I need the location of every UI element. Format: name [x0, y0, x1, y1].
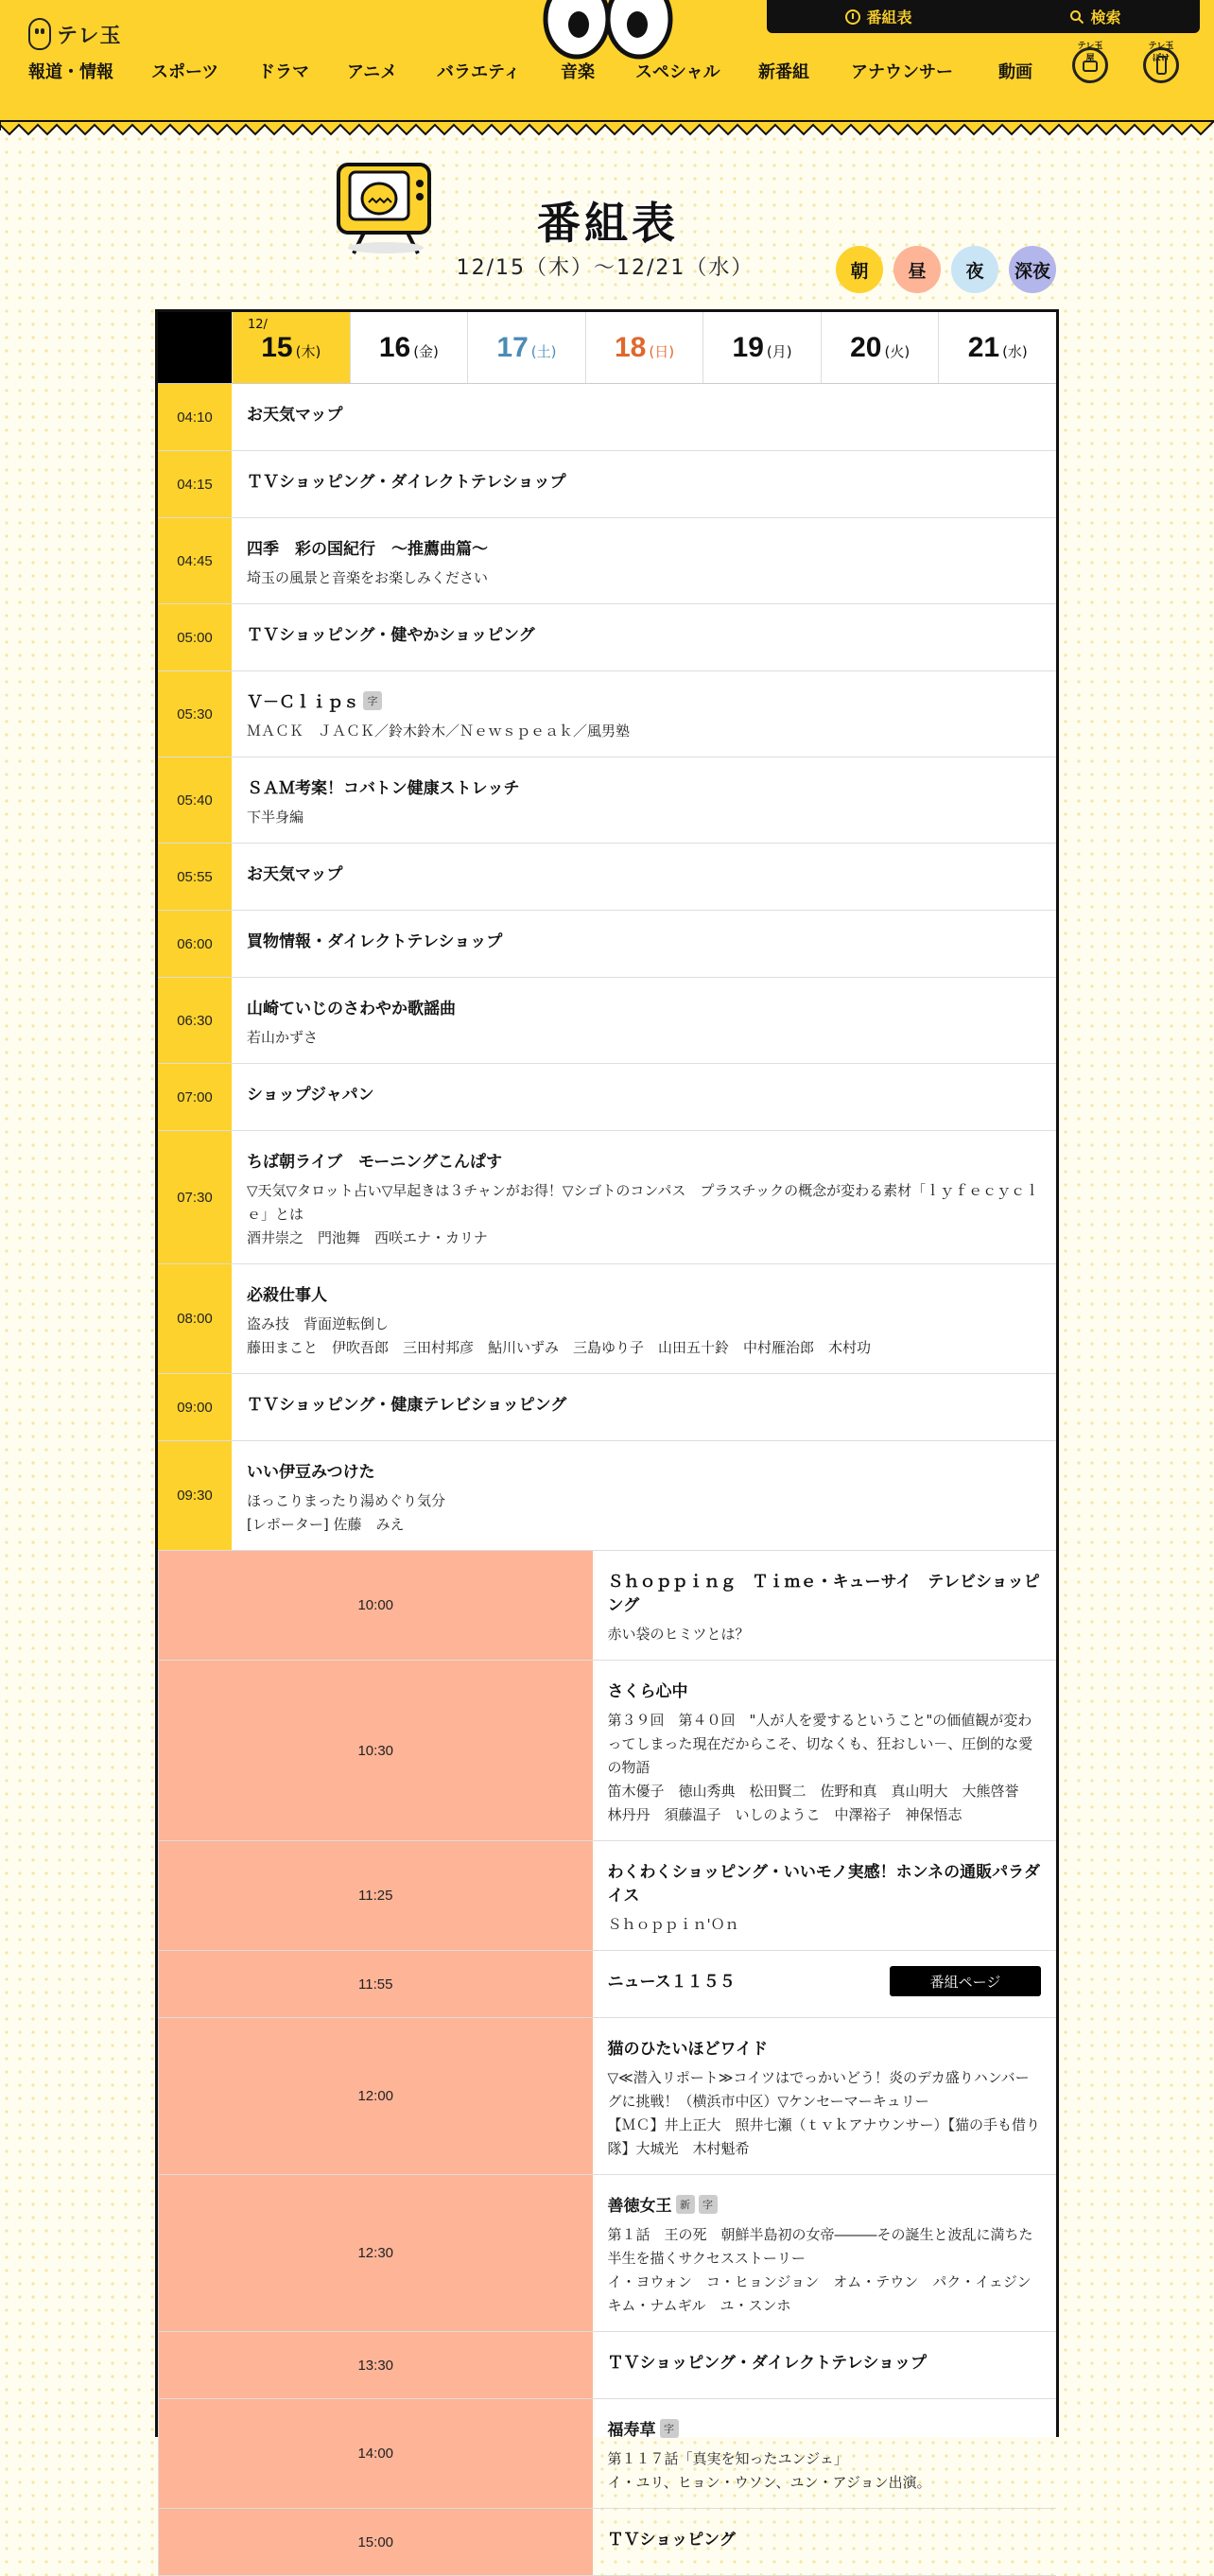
program-row[interactable]: [158, 1064, 1056, 1131]
program-title[interactable]: [608, 2416, 1042, 2440]
program-title[interactable]: [247, 1458, 1041, 1482]
program-info: [232, 671, 1056, 757]
program-time: 05:30: [158, 671, 232, 757]
mascot-icon: [28, 18, 51, 50]
program-info: [232, 844, 1056, 910]
tv-mascot-icon: [333, 159, 439, 255]
program-badge: 字: [660, 2419, 679, 2438]
program-time: 04:10: [158, 384, 232, 450]
program-info: [232, 1064, 1056, 1130]
program-info: [232, 911, 1056, 977]
program-title[interactable]: [247, 1148, 1041, 1172]
program-title-text: さくら心中: [607, 1682, 688, 1701]
clock-icon: [845, 9, 860, 25]
day-number: 17: [496, 331, 529, 363]
day-tab-20[interactable]: [821, 312, 939, 383]
day-weekday: (木): [295, 343, 321, 360]
nav-news[interactable]: 報道・情報: [28, 62, 113, 82]
program-time: 11:55: [158, 1951, 593, 2017]
program-info: [593, 2509, 1057, 2575]
program-description: ▽天気▽タロット占い▽早起きは３チャンがお得！▽シゴトのコンパス プラスチックの概念が変わる素材「ｌｙｆｅｃｙｃｌｅ」とは: [247, 1182, 1040, 1223]
program-description: 第１１７話「真実を知ったユンジェ」: [607, 2450, 848, 2467]
program-row[interactable]: [158, 1551, 1056, 1661]
slot-late-night-button[interactable]: 深夜: [1009, 246, 1056, 293]
program-page-button[interactable]: 番組ページ: [890, 1966, 1041, 1996]
nav-variety[interactable]: バラエティ: [437, 62, 521, 82]
program-time: 04:15: [158, 451, 232, 517]
program-row[interactable]: [158, 1374, 1056, 1441]
day-number: 16: [378, 331, 411, 363]
day-tab-21[interactable]: [938, 312, 1056, 383]
program-time: 09:00: [158, 1374, 232, 1440]
program-description: 若山かずさ: [247, 1029, 319, 1046]
program-info: [232, 978, 1056, 1063]
program-row[interactable]: [158, 911, 1056, 978]
program-description: 下半身編: [247, 809, 304, 826]
program-time: 07:00: [158, 1064, 232, 1130]
program-description: 酒井崇之 門池舞 西咲エナ・カリナ: [247, 1229, 488, 1246]
date-range: 12/15（木）〜12/21（水）: [456, 256, 754, 280]
program-title-text: 必殺仕事人: [247, 1286, 327, 1305]
day-number: 18: [614, 331, 647, 363]
program-time: 05:55: [158, 844, 232, 910]
program-row[interactable]: [158, 757, 1056, 844]
program-description: ＭＡＣＫ ＪＡＣＫ／鈴木鈴木／Ｎｅｗｓｐｅａｋ／風男塾: [247, 722, 631, 740]
program-info: [232, 604, 1056, 670]
program-info: [593, 2175, 1057, 2331]
day-weekday: (金): [413, 343, 439, 360]
program-title-text: 福寿草: [607, 2421, 656, 2440]
program-description: ほっこりまったり湯めぐり気分: [247, 1492, 446, 1509]
day-weekday: (水): [1002, 343, 1028, 360]
header-zigzag-edge: [0, 121, 1214, 142]
program-badge: 字: [363, 691, 382, 710]
program-row[interactable]: [158, 1441, 1056, 1551]
program-title-text: ＳＡＭ考案！コバトン健康ストレッチ: [247, 779, 520, 798]
day-tab-18[interactable]: [585, 312, 703, 383]
program-title-text: 善徳女王: [607, 2197, 672, 2216]
nav-music[interactable]: 音楽: [561, 62, 595, 82]
day-tab-16[interactable]: [350, 312, 468, 383]
program-title[interactable]: [247, 535, 1041, 559]
program-title[interactable]: [608, 1858, 1042, 1906]
program-time: 15:00: [158, 2509, 593, 2575]
program-title[interactable]: [247, 621, 1041, 645]
site-header: [0, 0, 1214, 123]
program-time: 12:30: [158, 2175, 593, 2331]
day-tab-17[interactable]: [467, 312, 585, 383]
program-title[interactable]: [247, 928, 1041, 951]
program-title[interactable]: [608, 2192, 1042, 2216]
program-title-text: ＴＶショッピング・健康テレビショッピング: [247, 1396, 567, 1415]
program-title[interactable]: [608, 2349, 1042, 2373]
program-info: [232, 1264, 1056, 1373]
program-info: [593, 1841, 1057, 1950]
day-number: 15: [261, 331, 293, 363]
program-info: [232, 451, 1056, 517]
program-row[interactable]: [158, 518, 1056, 604]
program-title[interactable]: [247, 688, 1041, 712]
program-info: [593, 1551, 1057, 1660]
program-description: 第３９回 第４０回 "人が人を愛するということ"の価値観が変わってしまった現在だからこそ、切なくも、狂おしい－、圧倒的な愛の物語: [607, 1712, 1033, 1776]
program-time: 05:00: [158, 604, 232, 670]
slot-morning-button[interactable]: 朝: [836, 246, 883, 293]
program-description: 藤田まこと 伊吹吾郎 三田村邦彦 鮎川いずみ 三島ゆり子 山田五十鈴 中村雁治郎 木村功: [247, 1339, 872, 1356]
store-icon-label: テレ玉屋: [1077, 42, 1103, 63]
day-weekday: (月): [766, 343, 792, 360]
program-title-text: お天気マップ: [247, 865, 343, 884]
program-title-text: ちば朝ライブ モーニングこんぱす: [247, 1153, 502, 1172]
program-time: 08:00: [158, 1264, 232, 1373]
program-title-text: ニュース１１５５: [607, 1973, 736, 1992]
teletama-app-icon[interactable]: [1143, 42, 1179, 83]
program-info: [593, 1661, 1057, 1840]
program-title[interactable]: [247, 861, 1041, 884]
program-title[interactable]: [247, 1281, 1041, 1305]
topbar-schedule-label: 番組表: [866, 9, 912, 26]
program-row[interactable]: [158, 1841, 1056, 1951]
program-time: 10:30: [158, 1661, 593, 1840]
day-tab-19[interactable]: [702, 312, 821, 383]
day-weekday: (土): [530, 343, 557, 360]
program-title[interactable]: [247, 995, 1041, 1018]
program-row[interactable]: [158, 1264, 1056, 1374]
program-info: [593, 2018, 1057, 2174]
program-row[interactable]: [158, 2399, 1056, 2509]
program-title[interactable]: [608, 1568, 1042, 1615]
program-title-text: Ｓｈｏｐｐｉｎｇ Ｔｉｍｅ・キューサイ テレビショッピング: [607, 1573, 1040, 1615]
program-title[interactable]: [608, 1678, 1042, 1701]
program-title-text: ＴＶショッピング・ダイレクトテレショップ: [247, 473, 566, 492]
day-weekday: (火): [884, 343, 910, 360]
program-title-text: いい伊豆みつけた: [247, 1463, 375, 1482]
program-title-text: Ｖ－Ｃｌｉｐｓ: [247, 693, 359, 712]
program-description: イ・ヨウォン コ・ヒョンジョン オム・テウン パク・イェジン キム・ナムギル ユ・スンホ: [607, 2273, 1046, 2314]
nav-new-programs[interactable]: 新番組: [758, 62, 809, 82]
program-description: 第１話 王の死 朝鮮半島初の女帝―――その誕生と波乱に満ちた半生を描くサクセスストーリー: [607, 2226, 1033, 2267]
program-badge: 新: [676, 2195, 695, 2214]
program-title[interactable]: [608, 2035, 1042, 2059]
program-title-text: 猫のひたいほどワイド: [607, 2040, 768, 2059]
program-row[interactable]: [158, 2018, 1056, 2175]
program-schedule: [155, 309, 1059, 2550]
program-time: 11:25: [158, 1841, 593, 1950]
program-list: [158, 384, 1056, 2576]
program-info: [232, 1131, 1056, 1263]
program-time: 07:30: [158, 1131, 232, 1263]
program-info: [593, 1951, 1057, 2017]
program-info: [232, 384, 1056, 450]
topbar-schedule-link[interactable]: [845, 6, 911, 27]
program-row[interactable]: [158, 451, 1056, 518]
nav-videos[interactable]: 動画: [998, 62, 1032, 82]
program-info: [232, 757, 1056, 843]
schedule-corner: [158, 312, 232, 383]
program-time: 09:30: [158, 1441, 232, 1550]
program-row[interactable]: [158, 1951, 1056, 2018]
nav-sports[interactable]: スポーツ: [151, 62, 219, 82]
program-title-text: 山崎ていじのさわやか歌謡曲: [247, 1000, 456, 1018]
slot-daytime-button[interactable]: 昼: [893, 246, 941, 293]
program-description: [レポーター] 佐藤 みえ: [247, 1516, 405, 1533]
program-row[interactable]: [158, 671, 1056, 757]
day-month: 12/: [248, 318, 268, 332]
program-time: 06:30: [158, 978, 232, 1063]
program-title-text: ＴＶショッピング・ダイレクトテレショップ: [607, 2354, 928, 2373]
program-badge: 字: [699, 2195, 718, 2214]
nav-announcer[interactable]: アナウンサー: [851, 62, 953, 82]
program-description: 【ＭＣ】井上正大 照井七瀬（ｔｖｋアナウンサー）【猫の手も借り隊】大城光 木村魁希: [607, 2116, 1041, 2157]
logo-text: テレ玉: [57, 24, 122, 48]
program-info: [593, 2332, 1057, 2398]
program-description: Ｓｈｏｐｐｉｎ'Ｏｎ: [607, 1916, 739, 1933]
program-row[interactable]: [158, 2175, 1056, 2332]
program-row[interactable]: [158, 1661, 1056, 1841]
program-time: 10:00: [158, 1551, 593, 1660]
program-description: ▽≪潜入リポート≫コイツはでっかいどう！炎のデカ盛りハンバーグに挑戦！（横浜市中区）▽ケンセーマーキュリー: [607, 2069, 1030, 2110]
site-logo[interactable]: [28, 15, 122, 53]
nav-anime[interactable]: アニメ: [347, 62, 398, 82]
program-row[interactable]: [158, 1131, 1056, 1264]
program-info: [232, 1374, 1056, 1440]
program-title[interactable]: [247, 775, 1041, 798]
program-info: [593, 2399, 1057, 2508]
day-weekday: (日): [649, 343, 675, 360]
program-title-text: わくわくショッピング・いいモノ実感！ホンネの通販パラダイス: [607, 1863, 1040, 1906]
program-description: 埼玉の風景と音楽をお楽しみください: [247, 569, 489, 586]
day-tab-15[interactable]: [232, 312, 350, 383]
program-time: 14:00: [158, 2399, 593, 2508]
program-title[interactable]: [247, 401, 1041, 425]
program-title[interactable]: [247, 1391, 1041, 1415]
program-info: [232, 1441, 1056, 1550]
program-title[interactable]: [247, 1081, 1041, 1105]
program-row[interactable]: [158, 2332, 1056, 2399]
program-row[interactable]: [158, 844, 1056, 911]
topbar-search-label: 検索: [1090, 9, 1121, 26]
program-title-text: お天気マップ: [247, 406, 343, 425]
program-title-text: ショップジャパン: [247, 1086, 374, 1105]
program-row[interactable]: [158, 978, 1056, 1064]
program-description: 笛木優子 徳山秀典 松田賢二 佐野和真 真山明大 大熊啓誉 林丹丹 須藤温子 いしのようこ 中澤裕子 神保悟志: [607, 1783, 1033, 1823]
program-description: 赤い袋のヒミツとは？: [607, 1626, 750, 1643]
nav-special[interactable]: スペシャル: [635, 62, 720, 82]
app-icon-label: テレ玉ぽけ: [1148, 42, 1174, 63]
program-row[interactable]: [158, 384, 1056, 451]
day-tabs: [158, 312, 1056, 384]
program-row[interactable]: [158, 604, 1056, 671]
program-title[interactable]: [608, 2526, 1042, 2550]
program-info: [232, 518, 1056, 603]
page-title: 番組表: [537, 198, 679, 249]
program-description: イ・ユリ、ヒョン・ウソン、ユン・アジョン出演。: [607, 2474, 931, 2491]
program-time: 04:45: [158, 518, 232, 603]
program-time: 05:40: [158, 757, 232, 843]
program-title[interactable]: [247, 468, 1041, 492]
day-number: 20: [850, 331, 882, 363]
eyes-icon: [537, 0, 679, 61]
program-description: 盗み技 背面逆転倒し: [247, 1315, 390, 1332]
program-title-text: ＴＶショッピング・健やかショッピング: [247, 626, 535, 645]
teletama-store-icon[interactable]: [1072, 42, 1108, 83]
program-time: 06:00: [158, 911, 232, 977]
day-number: 21: [967, 331, 1000, 363]
day-number: 19: [732, 331, 764, 363]
program-time: 13:30: [158, 2332, 593, 2398]
topbar-search-link[interactable]: [1069, 6, 1120, 27]
search-icon: [1069, 9, 1084, 25]
program-time: 12:00: [158, 2018, 593, 2174]
program-row[interactable]: [158, 2509, 1056, 2576]
slot-night-button[interactable]: 夜: [951, 246, 998, 293]
top-utility-bar: [767, 0, 1200, 33]
program-title-text: ＴＶショッピング: [607, 2531, 736, 2550]
program-title-text: 買物情報・ダイレクトテレショップ: [247, 932, 503, 951]
program-title-text: 四季 彩の国紀行 ～推薦曲篇～: [247, 540, 488, 559]
nav-drama[interactable]: ドラマ: [258, 62, 309, 82]
